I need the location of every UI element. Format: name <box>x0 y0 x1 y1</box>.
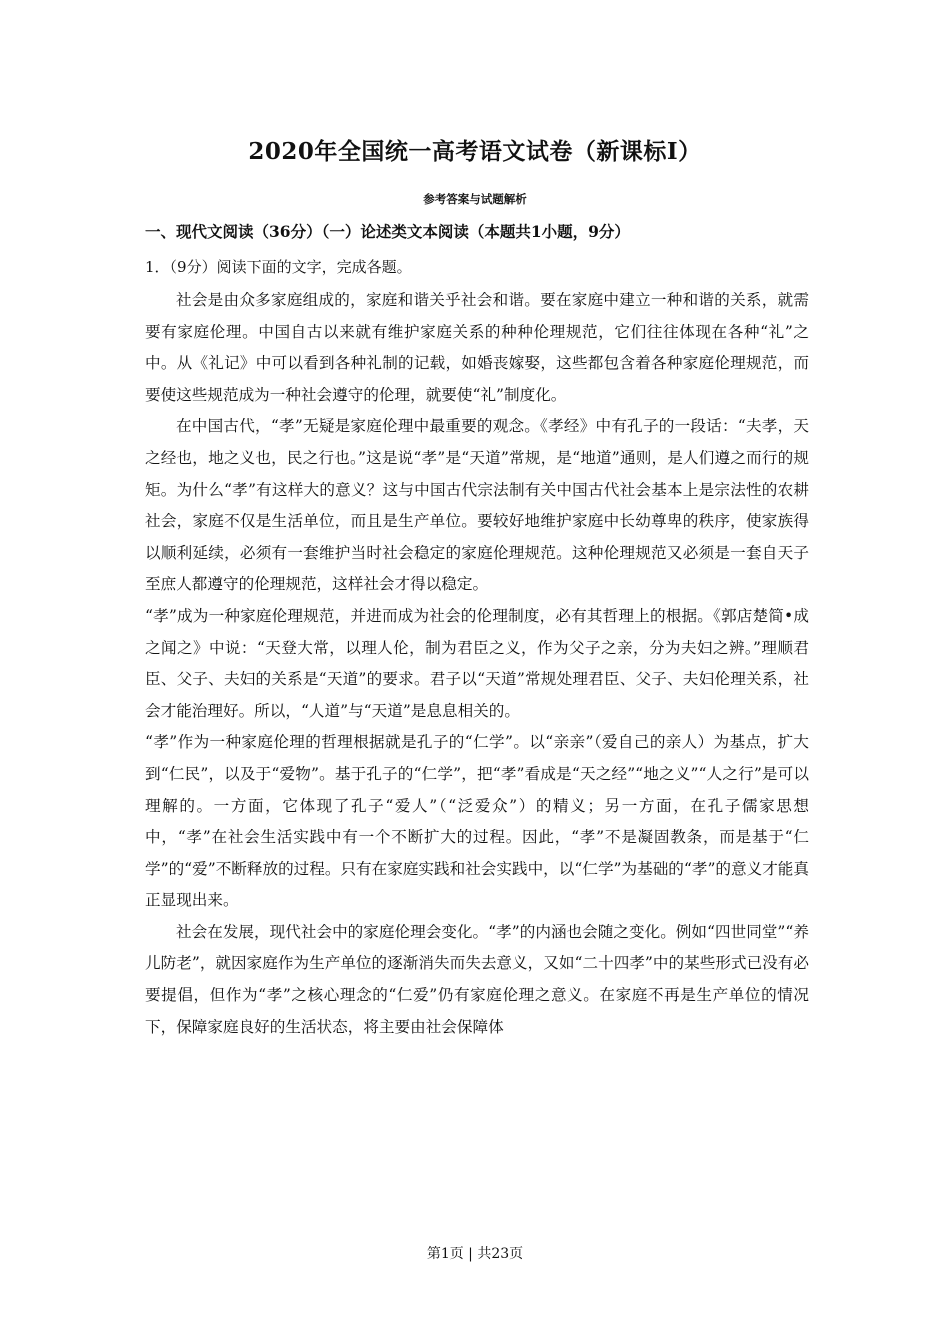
passage-body <box>145 285 809 1043</box>
paragraph: “孝”成为一种家庭伦理规范，并进而成为社会的伦理制度，必有其哲理上的根据。《郭店楚简•成之闻之》中说：“天登大常，以理人伦，制为君臣之义，作为父子之亲，分为夫妇之辨。”理顺君臣、父子、夫妇的关系是“天道”的要求。君子以“天道”常规处理君臣、父子、夫妇伦理关系，社会才能治理好。所以，“人道”与“天道”是息息相关的。 <box>145 606 809 720</box>
page-footer: 第1页 | 共23页 <box>426 1246 524 1262</box>
section-heading: 一、现代文阅读（36分）（一）论述类文本阅读（本题共1小题，9分） <box>145 222 630 241</box>
paragraph: 社会是由众多家庭组成的，家庭和谐关乎社会和谐。要在家庭中建立一种和谐的关系，就需要有家庭伦理。中国自古以来就有维护家庭关系的种种伦理规范，它们往往体现在各种“礼”之中。从《礼记》中可以看到各种礼制的记载，如婚丧嫁娶，这些都包含着各种家庭伦理规范，而要使这些规范成为一种社会遵守的伦理，就要使“礼”制度化。 <box>145 291 809 404</box>
paragraph: 在中国古代，“孝”无疑是家庭伦理中最重要的观念。《孝经》中有孔子的一段话：“夫孝，天之经也，地之义也，民之行也。”这是说“孝”是“天道”常规，是“地道”通则，是人们遵之而行的规矩。为什么“孝”有这样大的意义？这与中国古代宗法制有关中国古代社会基本上是宗法性的农耕社会，家庭不仅是生活单位，而且是生产单位。要较好地维护家庭中长幼尊卑的秩序，使家族得以顺利延续，必须有一套维护当时社会稳定的家庭伦理规范。这种伦理规范又必须是一套自天子至庶人都遵守的伦理规范，这样社会才得以稳定。 <box>145 417 809 594</box>
paragraph: 社会在发展，现代社会中的家庭伦理会变化。“孝”的内涵也会随之变化。例如“四世同堂”“养儿防老”，就因家庭作为生产单位的逐渐消失而失去意义，又如“二十四孝”中的某些形式已没有必要提倡，但作为“孝”之核心理念的“仁爱”仍有家庭伦理之意义。在家庭不再是生产单位的情况下，保障家庭良好的生活状态，将主要由社会保障体 <box>145 922 809 1036</box>
question-intro: 1．（9分）阅读下面的文字，完成各题。 <box>145 258 412 276</box>
paragraph: “孝”作为一种家庭伦理的哲理根据就是孔子的“仁学”。以“亲亲”（爱自己的亲人）为基点，扩大到“仁民”，以及于“爱物”。基于孔子的“仁学”，把“孝”看成是“天之经”“地之义”“人之行”是可以理解的。一方面，它体现了孔子“爱人”（“泛爱众”）的精义；另一方面，在孔子儒家思想中，“孝”在社会生活实践中有一个不断扩大的过程。因此，“孝”不是凝固教条，而是基于“仁学”的“爱”不断释放的过程。只有在家庭实践和社会实践中，以“仁学”为基础的“孝”的意义才能真正显现出来。 <box>145 733 809 910</box>
page-subtitle: 参考答案与试题解析 <box>423 192 527 206</box>
page-title: 2020年全国统一高考语文试卷（新课标Ⅰ） <box>248 138 702 165</box>
